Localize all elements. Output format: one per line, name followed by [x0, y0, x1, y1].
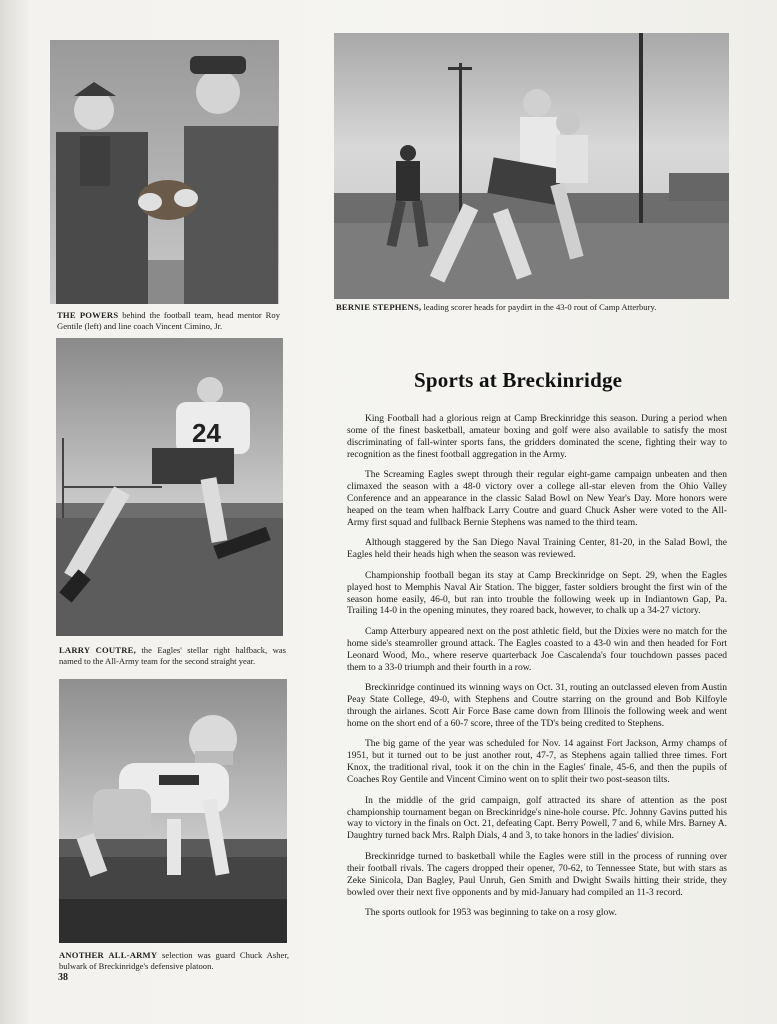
lineman-in-stance-photo	[59, 679, 287, 943]
caption-lead: ANOTHER ALL-ARMY	[59, 950, 158, 960]
caption-text: the Eagles' stellar right halfback, was named to the All-Army team for the second straight year.	[59, 645, 286, 666]
photo-caption-coutre	[59, 645, 286, 667]
photo-caption-stephens	[336, 302, 731, 313]
two-officers-holding-football-photo	[50, 40, 279, 304]
caption-text: behind the football team, head mentor Roy Gentile (left) and line coach Vincent Cimino, Jr.	[57, 310, 280, 331]
article-paragraph: Breckinridge turned to basketball while the Eagles were still in the process of running over their football rivals. The cagers dropped their opener, 70-62, to Tennessee State, but with stars as Zeke Sinicola, Dan Bagley, Paul Unruh, Gen Smith and Dwight Swails hitting their stride, they bowled over their next five opponents and by mid-January had compiled an 11-3 record.	[347, 851, 727, 898]
article-paragraph: The big game of the year was scheduled for Nov. 14 against Fort Jackson, Army champs of 1951, but it turned out to be just another rout, 47-7, as Stephens again tallied three times. Fort Knox, the traditional rival, took it on the chin in the Eagles' finale, 45-6, and then the pupils of Coaches Roy Gentile and Vincent Cimino went on to split their two post-season tilts.	[347, 739, 727, 786]
article-title: Sports at Breckinridge	[414, 368, 623, 392]
article-paragraph: Championship football began its stay at Camp Breckinridge on Sept. 29, when the Eagles played host to Memphis Naval Air Station. The bigger, faster soldiers brought the first win of the season home easily, 46-0, but ran into trouble the following week up in Indiantown Gap, Pa. Trailing 14-0 in the opening minutes, they roared back, however, to chalk up a 34-27 victory.	[347, 570, 727, 617]
caption-lead: THE POWERS	[57, 310, 119, 320]
article-paragraph: Breckinridge continued its winning ways on Oct. 31, routing an outclassed eleven from Austin Peay State College, 49-0, with Stephens and Coutre starring on the ground and Bob Kilfoyle through the airlanes. Scott Air Force Base came down from Illinois the following week and went home on the short end of a 60-7 score, three of the TD's being credited to Stephens.	[347, 683, 727, 729]
article-body	[347, 414, 727, 929]
svg-text:24: 24	[192, 418, 221, 448]
article-paragraph: Although staggered by the San Diego Naval Training Center, 81-20, in the Salad Bowl, the Eagles held their heads high when the season was reviewed.	[347, 538, 727, 561]
football-players-running-photo	[334, 33, 729, 299]
article-paragraph: King Football had a glorious reign at Camp Breckinridge this season. During a period when some of the finest basketball, amateur boxing and golf were also available to satisfy the most discriminating of fall-winter sports fans, the gridders dominated the scene, fighting their way to recognition as the finest football aggregation in the Army.	[347, 414, 727, 460]
caption-text: leading scorer heads for paydirt in the 43-0 rout of Camp Atterbury.	[421, 302, 657, 312]
caption-lead: BERNIE STEPHENS,	[336, 302, 422, 312]
article-paragraph: The Screaming Eagles swept through their regular eight-game campaign unbeaten and then climaxed the season with a 48-0 victory over a college all-star eleven from the Ohio Valley Conference and an appearance in the classic Salad Bowl on New Year's Day. More honors were heaped on the team when halfback Larry Coutre and guard Chuck Asher were voted to the All-Army first squad and fullback Bernie Stephens was named to the third team.	[347, 470, 727, 528]
article-paragraph: The sports outlook for 1953 was beginning to take on a rosy glow.	[365, 908, 617, 919]
article-paragraph: In the middle of the grid campaign, golf attracted its share of attention as the post championship tournament began on Breckinridge's nine-hole course. Pfc. Johnny Gavins putted his way to victory in the finals on Oct. 21, defeating Capt. Berry Powell, 7 and 6, while Mrs. Barney A. Daughtry turned back Mrs. Ralph Dials, 4 and 3, to take honors in the ladies' division.	[347, 795, 727, 842]
article-paragraph: Camp Atterbury appeared next on the post athletic field, but the Dixies were no match for the home side's steamroller ground attack. The Eagles coasted to a 43-0 win and then headed for Fort Leonard Wood, Mo., where reserve quarterback Joe Cascalenda's four touchdown passes paced them to a 33-0 triumph and their fourth in a row.	[347, 626, 727, 673]
caption-lead: LARRY COUTRE,	[59, 645, 136, 655]
photo-caption-powers	[57, 310, 280, 332]
photo-caption-asher	[59, 950, 289, 972]
halfback-running-photo	[56, 338, 283, 636]
page-number: 38	[58, 972, 68, 983]
caption-text: selection was guard Chuck Asher, bulwark of Breckinridge's defensive platoon.	[59, 950, 289, 971]
